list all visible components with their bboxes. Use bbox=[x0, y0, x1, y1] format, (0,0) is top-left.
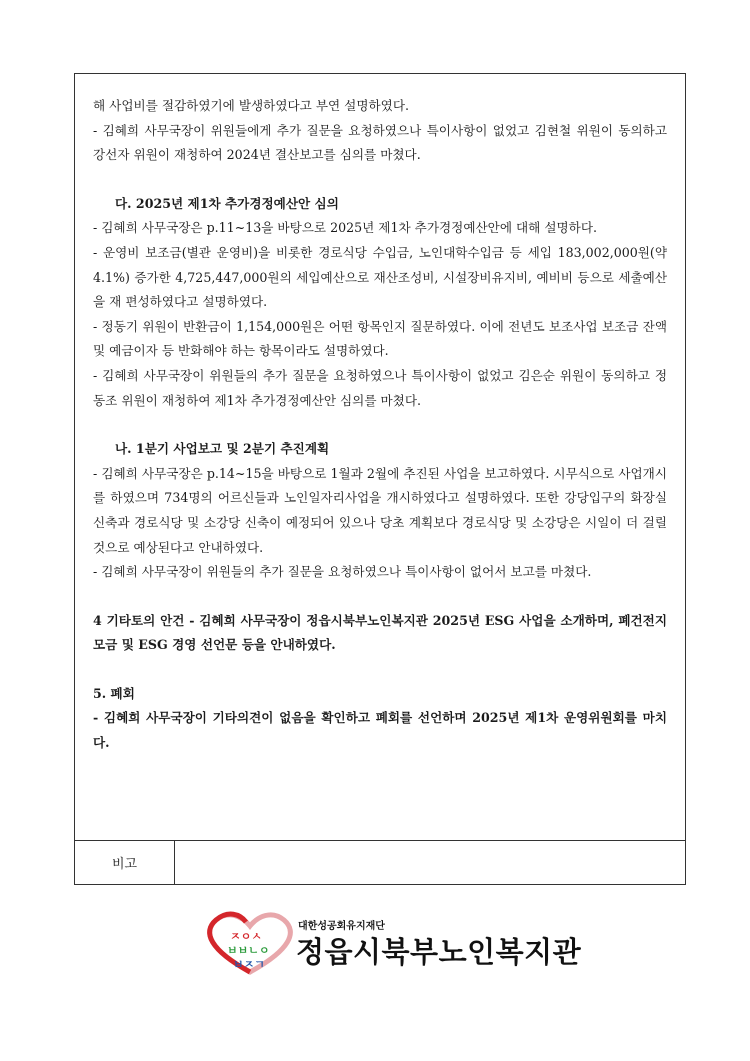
org-main-name: 정읍시북부노인복지관 bbox=[296, 935, 582, 969]
remarks-row bbox=[75, 840, 685, 884]
section-da-line-3: - 정동기 위원이 반환금이 1,154,000원은 어떤 항목인지 질문하였다. 이에 전년도 보조사업 보조금 잔액 및 예금이자 등 반화해야 하는 항목이라도 설명하였다. bbox=[93, 318, 667, 359]
section-da-line-4: - 김혜희 사무국장이 위원들의 추가 질문을 요청하였으나 특이사항이 없었고 김은순 위원이 동의하고 정동조 위원이 재청하여 제1차 추가경정예산안 심의를 마쳤다. bbox=[93, 367, 667, 408]
logo-glyphs-row-2: ㅂㅂㄴㅇ bbox=[227, 944, 270, 957]
section-na-line-1: - 김혜희 사무국장은 p.14~15을 바탕으로 1월과 2월에 추진된 사업을 보고하였다. 시무식으로 사업개시를 하였으며 734명의 어르신들과 노인일자리사업을 개시하였다고 설명하였다. 또한 강당입구의 화장실 신축과 경로식당 및 소강당 신축이 예정되어 있으나 당초 계획보다 경로식당 및 소강당은 시일이 더 걸릴것으로 예상된다고 안내하였다. bbox=[93, 465, 667, 555]
section-5-text: - 김혜희 사무국장이 기타의견이 없음을 확인하고 폐회를 선언하며 2025년 제1차 운영위원회를 마치다. bbox=[93, 710, 667, 751]
spacer bbox=[93, 168, 667, 192]
spacer bbox=[93, 413, 667, 437]
section-5-heading: 5. 폐회 bbox=[93, 685, 135, 701]
remarks-label: 비고 bbox=[75, 841, 175, 884]
logo-glyphs-row-3: ㅂㅈㄱ bbox=[233, 958, 265, 971]
section-da-heading: 다. 2025년 제1차 추가경정예산안 심의 bbox=[115, 195, 339, 211]
paragraph-top-1: 해 사업비를 절감하였기에 발생하였다고 부연 설명하였다. bbox=[93, 98, 409, 113]
spacer bbox=[93, 658, 667, 682]
section-da-line-2: - 운영비 보조금(별관 운영비)을 비롯한 경로식당 수입금, 노인대학수입금 등 세입 183,002,000원(약 4.1%) 증가한 4,725,447,000원의 세입예산으로 재산조성비, 시설장비유지비, 예비비 등으로 세출예산을 재 편성하였다고 설명하였다. bbox=[93, 244, 667, 310]
section-da-line-1: - 김혜희 사무국장은 p.11~13을 바탕으로 2025년 제1차 추가경정예산안에 대해 설명하다. bbox=[93, 220, 597, 236]
section-na-line-2: - 김혜희 사무국장이 위원들의 추가 질문을 요청하였으나 특이사항이 없어서 보고를 마쳤다. bbox=[93, 564, 592, 580]
section-4-text: 4 기타토의 안건 - 김혜희 사무국장이 정읍시북부노인복지관 2025년 ESG 사업을 소개하며, 폐건전지 모금 및 ESG 경영 선언문 등을 안내하였다. bbox=[93, 612, 667, 653]
remarks-value bbox=[175, 841, 685, 884]
paragraph-top-2: - 김혜희 사무국장이 위원들에게 추가 질문을 요청하였으나 특이사항이 없었고 김현철 위원이 동의하고 강선자 위원이 재청하여 2024년 결산보고를 심의를 마쳤다. bbox=[93, 122, 667, 163]
minutes-content bbox=[75, 74, 685, 839]
section-na-heading: 나. 1분기 사업보고 및 2분기 추진계획 bbox=[115, 441, 330, 457]
spacer bbox=[93, 585, 667, 609]
minutes-frame bbox=[74, 73, 686, 885]
org-sub-name: 대한성공회유지재단 bbox=[298, 921, 385, 932]
logo-glyphs-row-1: ㅈㅇㅅ bbox=[230, 930, 262, 943]
